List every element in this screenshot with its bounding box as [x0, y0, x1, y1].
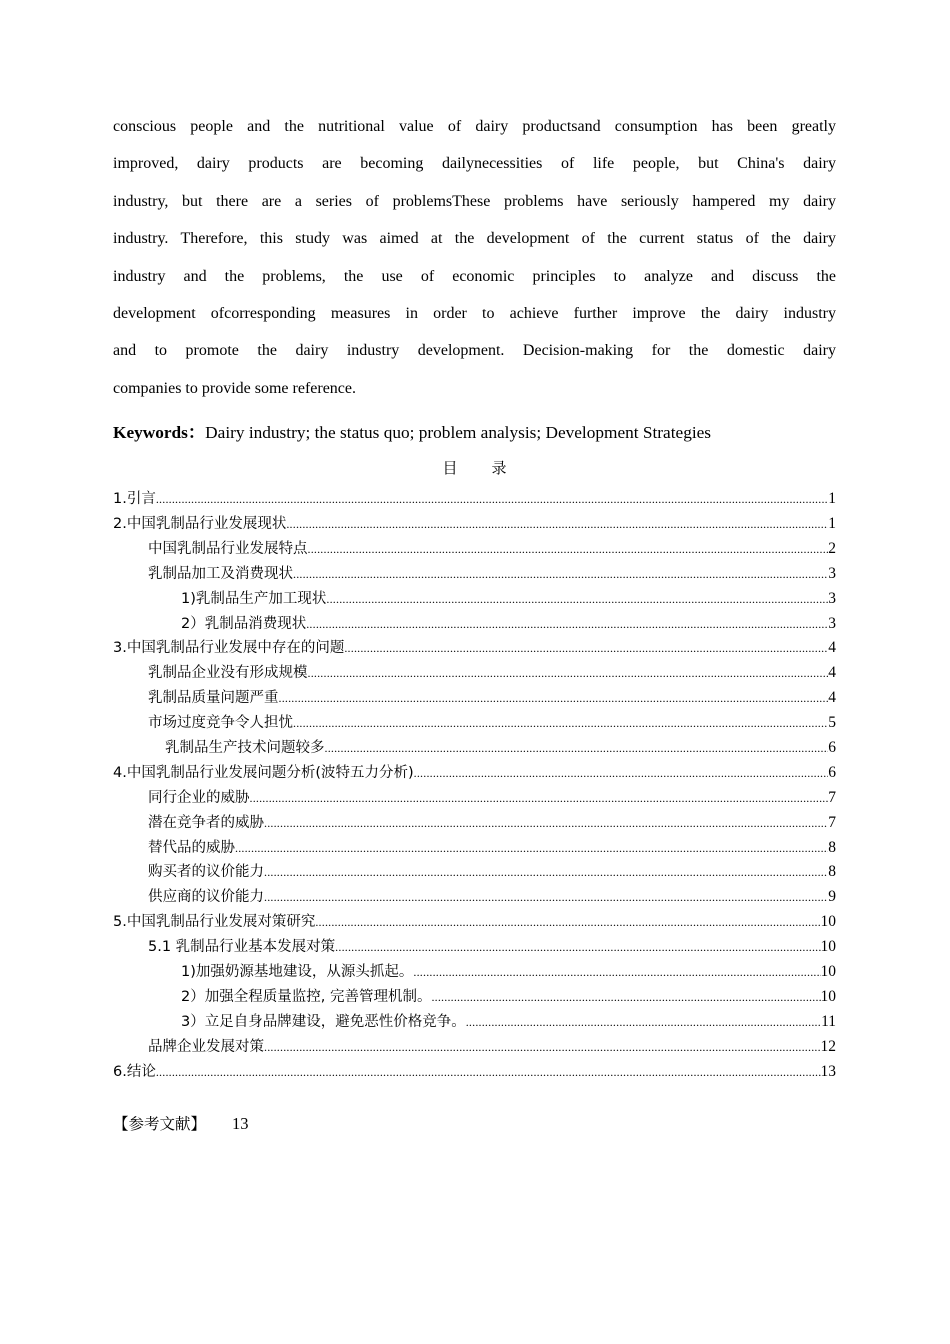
- toc-entry[interactable]: [113, 960, 836, 985]
- toc-leader-dots: [156, 1060, 821, 1085]
- toc-entry[interactable]: [113, 860, 836, 885]
- toc-entry[interactable]: [113, 562, 836, 587]
- toc-entry[interactable]: [113, 761, 836, 786]
- keywords-line: [113, 421, 836, 445]
- toc-leader-dots: [344, 636, 828, 661]
- toc-entry-label: 潜在竞争者的威胁: [148, 814, 264, 831]
- toc-entry[interactable]: [113, 885, 836, 910]
- toc-entry-page: 8: [828, 838, 836, 856]
- toc-entry[interactable]: [113, 1060, 836, 1085]
- toc-entry-label: 购买者的议价能力: [148, 864, 264, 881]
- toc-title-left: 目: [442, 459, 458, 478]
- toc-leader-dots: [335, 935, 820, 960]
- toc-entry-label: 1.引言: [113, 491, 156, 508]
- toc-entry-label: 乳制品企业没有形成规模: [148, 665, 308, 682]
- toc-entry-label: 3）立足自身品牌建设，避免恶性价格竞争。: [181, 1013, 466, 1030]
- toc-leader-dots: [264, 860, 828, 885]
- toc-entry-label: 3.中国乳制品行业发展中存在的问题: [113, 640, 345, 657]
- references-label: 【参考文献】: [113, 1114, 207, 1133]
- toc-entry-page: 5: [828, 714, 836, 732]
- toc-entry[interactable]: [113, 636, 836, 661]
- toc-entry-page: 10: [820, 913, 836, 931]
- toc-leader-dots: [325, 736, 829, 761]
- toc-entry[interactable]: [113, 786, 836, 811]
- toc-leader-dots: [156, 487, 828, 512]
- toc-entry-label: 4.中国乳制品行业发展问题分析(波特五力分析): [113, 764, 414, 781]
- toc-entry-page: 4: [828, 689, 836, 707]
- references-page: 13: [232, 1113, 249, 1133]
- toc-leader-dots: [293, 711, 828, 736]
- abstract-line: industry and the problems, the use of economic principles to analyze and discuss the: [113, 267, 836, 285]
- toc-entry-label: 乳制品质量问题严重: [148, 690, 279, 707]
- toc-entry-page: 6: [828, 763, 836, 781]
- toc-entry-page: 4: [828, 639, 836, 657]
- toc-leader-dots: [466, 1010, 821, 1035]
- toc-leader-dots: [308, 661, 829, 686]
- toc-entry-page: 13: [820, 1062, 836, 1080]
- toc-entry-page: 3: [828, 614, 836, 632]
- toc-entry[interactable]: [113, 935, 836, 960]
- abstract-line: development ofcorresponding measures in order to achieve further improve the dairy industry: [113, 304, 836, 322]
- toc-entry-page: 7: [828, 813, 836, 831]
- toc-entry[interactable]: [113, 512, 836, 537]
- toc-entry-label: 品牌企业发展对策: [148, 1038, 264, 1055]
- toc-title-right: 录: [491, 459, 507, 478]
- toc-entry-page: 8: [828, 863, 836, 881]
- toc-leader-dots: [306, 612, 828, 637]
- toc-entry[interactable]: [113, 985, 836, 1010]
- abstract-line: and to promote the dairy industry development. Decision-making for the domestic dairy: [113, 342, 836, 360]
- abstract-line: conscious people and the nutritional value of dairy productsand consumption has been greatly: [113, 118, 836, 135]
- keywords-text: Dairy industry; the status quo; problem analysis; Development Strategies: [205, 423, 712, 443]
- toc-leader-dots: [235, 836, 828, 861]
- toc-entry[interactable]: [113, 910, 836, 935]
- toc-entry-page: 1: [828, 490, 836, 508]
- toc-entry[interactable]: [113, 487, 836, 512]
- toc-leader-dots: [250, 786, 829, 811]
- abstract-body: [113, 118, 836, 417]
- toc-entry[interactable]: [113, 612, 836, 637]
- toc-entry-page: 2: [828, 539, 836, 557]
- toc-entry-label: 市场过度竞争令人担忧: [148, 715, 293, 732]
- toc-entry[interactable]: [113, 836, 836, 861]
- toc-entry[interactable]: [113, 537, 836, 562]
- toc-leader-dots: [293, 562, 828, 587]
- toc-entry-label: 替代品的威胁: [148, 839, 235, 856]
- toc-entry-page: 6: [828, 739, 836, 757]
- toc-entry-label: 2.中国乳制品行业发展现状: [113, 516, 287, 533]
- toc-entry-page: 10: [820, 938, 836, 956]
- references-entry[interactable]: [113, 1109, 836, 1139]
- toc-entry-page: 7: [828, 788, 836, 806]
- toc-leader-dots: [431, 985, 820, 1010]
- toc-entry-label: 乳制品加工及消费现状: [148, 565, 293, 582]
- abstract-line: industry. Therefore, this study was aimed at the development of the current status of the dairy: [113, 230, 836, 248]
- document-page: [113, 118, 836, 1139]
- toc-entry[interactable]: [113, 1010, 836, 1035]
- keywords-label: Keywords：: [113, 423, 206, 443]
- toc-entry[interactable]: [113, 711, 836, 736]
- toc-entry-label: 5.中国乳制品行业发展对策研究: [113, 914, 316, 931]
- toc-entry[interactable]: [113, 661, 836, 686]
- toc-entry-label: 6.结论: [113, 1063, 156, 1080]
- toc-leader-dots: [264, 811, 828, 836]
- toc-leader-dots: [413, 960, 820, 985]
- abstract-line: industry, but there are a series of problemsThese problems have seriously hampered my dairy: [113, 192, 836, 210]
- toc-leader-dots: [308, 537, 829, 562]
- toc-entry-page: 10: [820, 987, 836, 1005]
- toc-entry-label: 1)加强奶源基地建设，从源头抓起。: [181, 964, 414, 981]
- toc-leader-dots: [414, 761, 829, 786]
- toc-entry[interactable]: [113, 686, 836, 711]
- toc-entry-page: 10: [820, 963, 836, 981]
- toc-entry-page: 3: [828, 589, 836, 607]
- toc-leader-dots: [264, 1035, 821, 1060]
- toc-entry-page: 1: [828, 515, 836, 533]
- toc-entry-label: 同行企业的威胁: [148, 789, 250, 806]
- toc-title: [113, 455, 836, 481]
- table-of-contents: [113, 487, 836, 1084]
- toc-entry-page: 3: [828, 564, 836, 582]
- toc-entry-page: 12: [820, 1037, 836, 1055]
- toc-leader-dots: [326, 587, 828, 612]
- abstract-line: improved, dairy products are becoming dailynecessities of life people, but China's dairy: [113, 155, 836, 173]
- toc-entry[interactable]: [113, 736, 836, 761]
- toc-entry-label: 2）乳制品消费现状: [181, 615, 307, 632]
- toc-entry-label: 乳制品生产技术问题较多: [165, 740, 325, 757]
- toc-leader-dots: [286, 512, 828, 537]
- toc-entry-page: 9: [828, 888, 836, 906]
- toc-entry-label: 5.1 乳制品行业基本发展对策: [148, 939, 336, 956]
- toc-entry-page: 4: [828, 664, 836, 682]
- toc-leader-dots: [279, 686, 829, 711]
- toc-entry[interactable]: [113, 811, 836, 836]
- toc-entry-label: 2）加强全程质量监控, 完善管理机制。: [181, 988, 432, 1005]
- toc-entry-page: 11: [821, 1012, 836, 1030]
- abstract-line: companies to provide some reference.: [113, 379, 357, 397]
- toc-leader-dots: [264, 885, 828, 910]
- toc-leader-dots: [315, 910, 820, 935]
- toc-entry-label: 供应商的议价能力: [148, 889, 264, 906]
- toc-entry[interactable]: [113, 1035, 836, 1060]
- toc-entry-label: 1)乳制品生产加工现状: [181, 590, 327, 607]
- toc-entry[interactable]: [113, 587, 836, 612]
- toc-entry-label: 中国乳制品行业发展特点: [148, 540, 308, 557]
